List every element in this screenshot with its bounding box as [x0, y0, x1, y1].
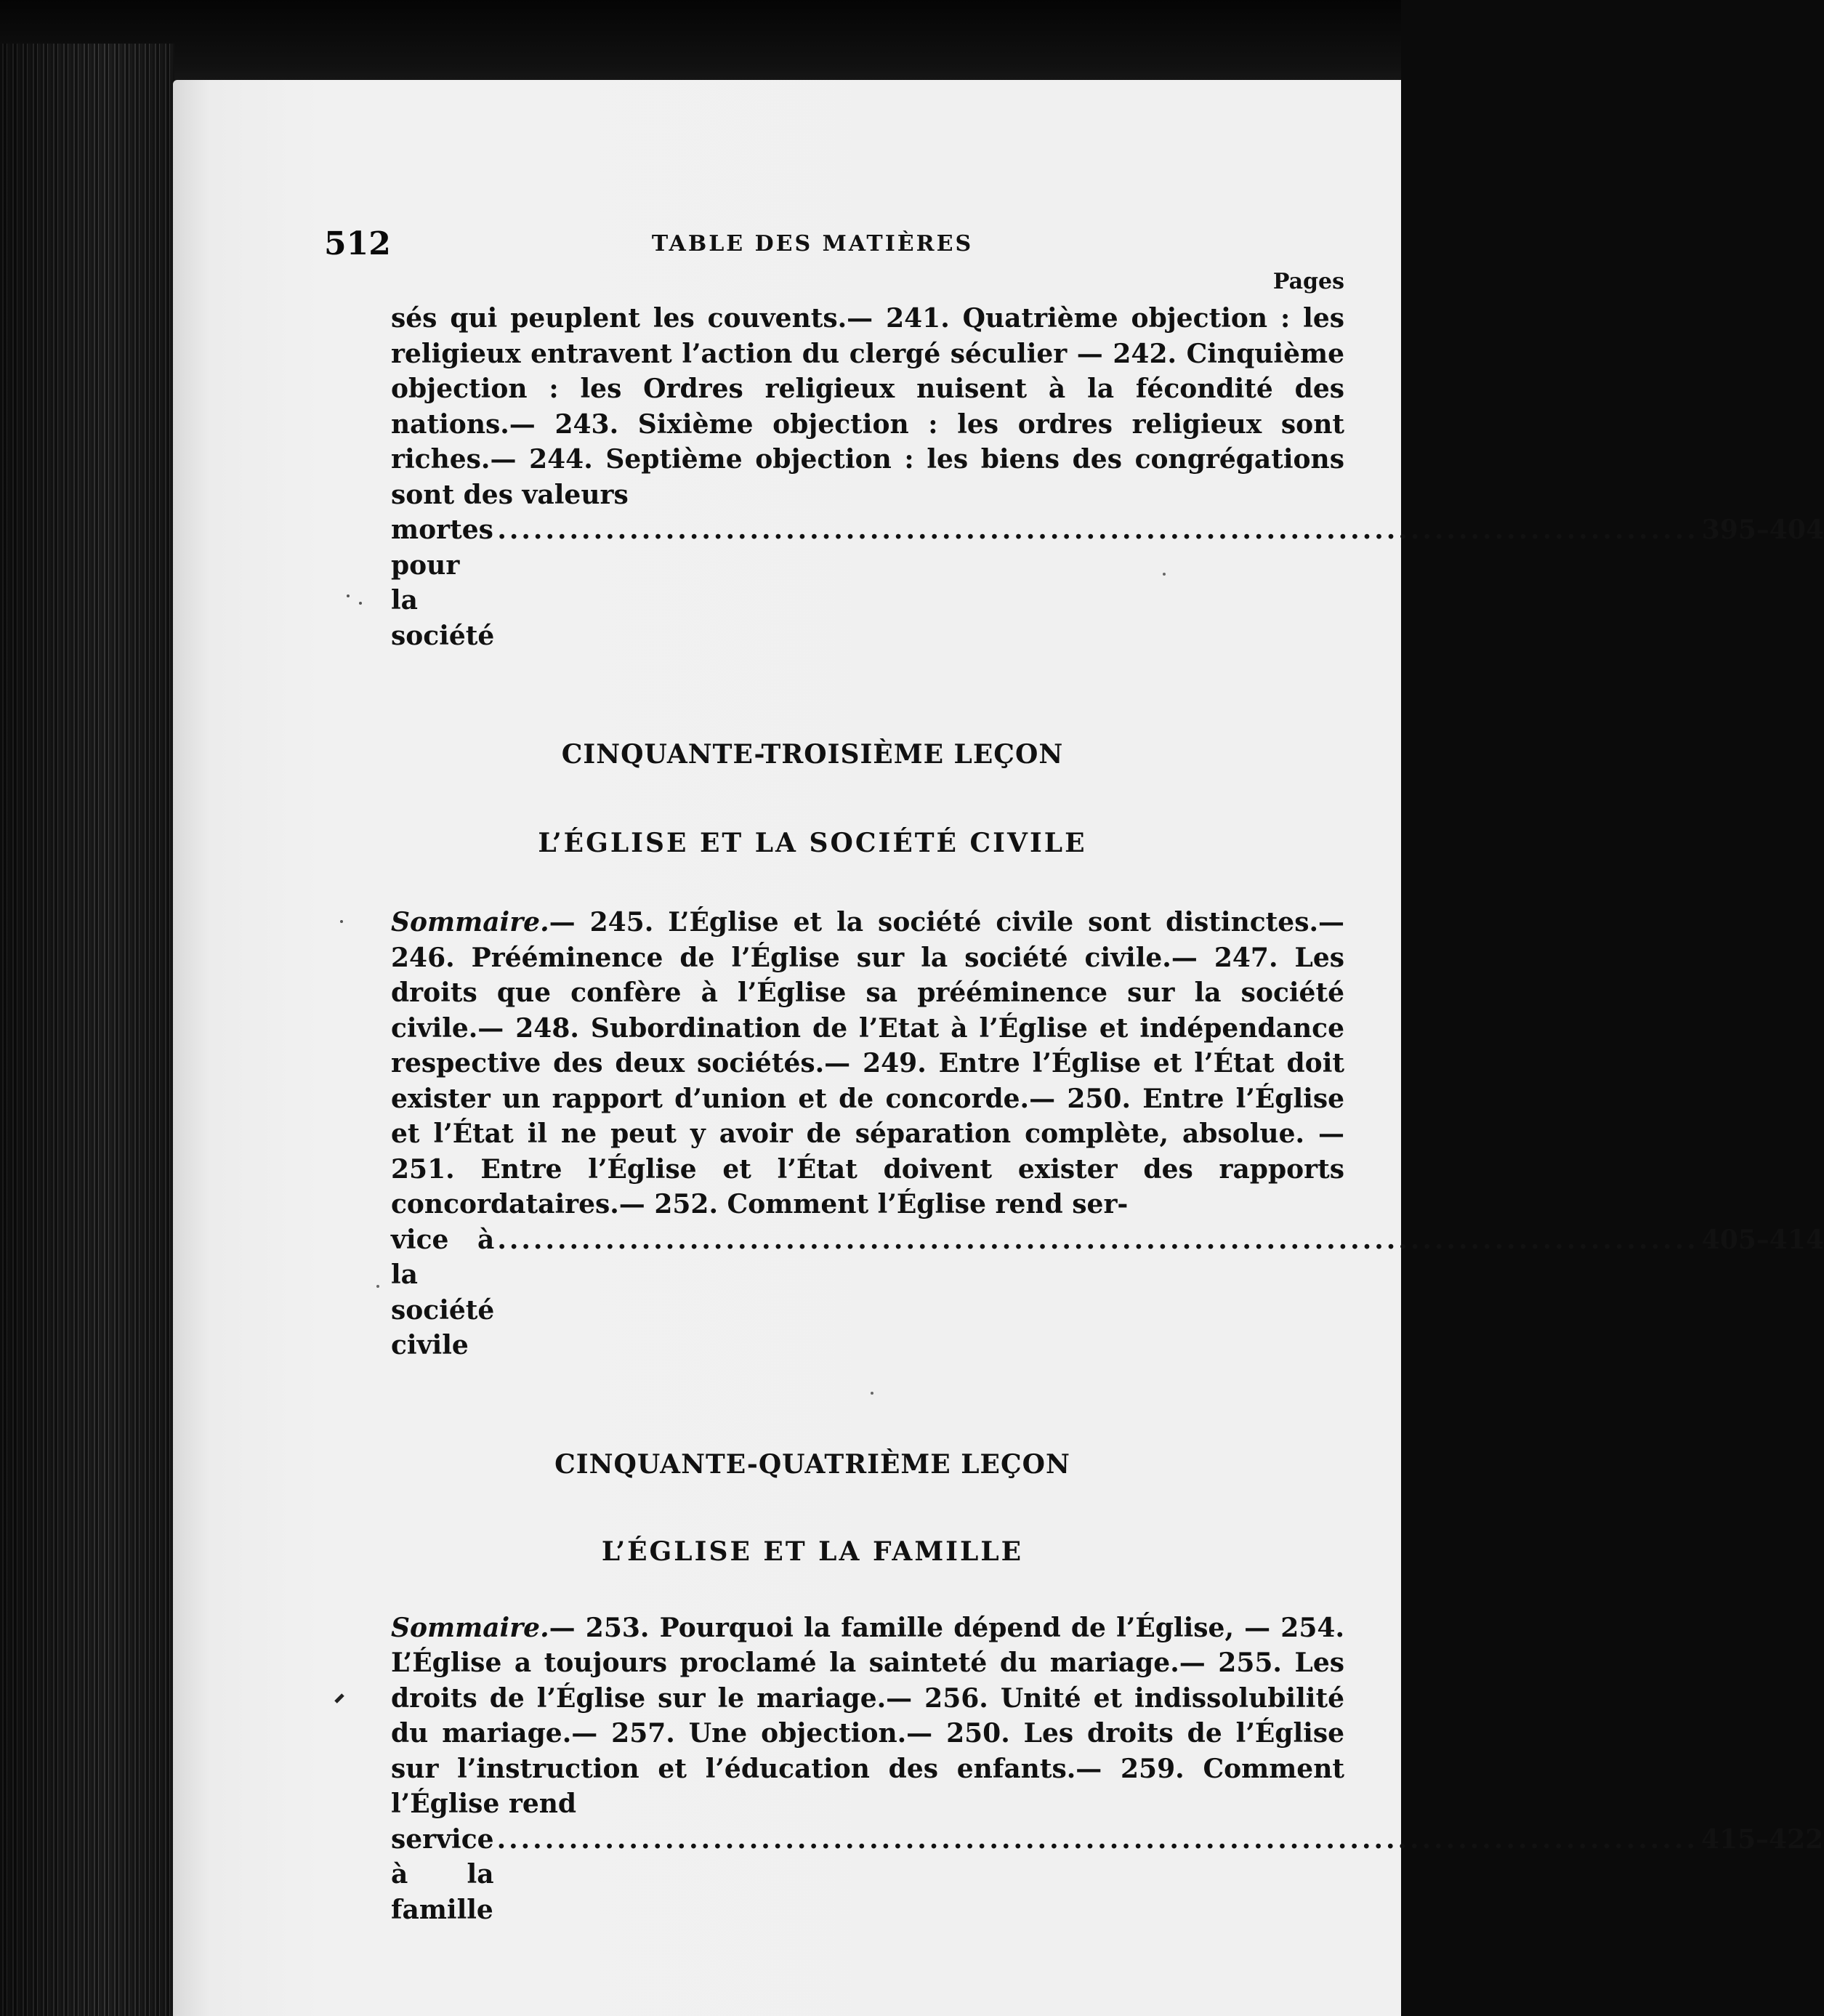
sommaire-label: Sommaire. — [391, 1612, 549, 1643]
page-content — [324, 225, 1824, 1927]
page-range: 395–404 — [1701, 515, 1824, 545]
sommaire-label: Sommaire. — [391, 907, 549, 938]
page-number: 512 — [324, 225, 391, 262]
entry-text: sés qui peuplent les couvents.— 241. Quatrième objection : les religieux entravent l’action du clergé séculier — 242. Cinquième objection : les Ordres religieux nuisent à la fécondité des nations.— 243. Sixième objection : les ordres religieux sont riches.— 244. Septième objection : les biens des congrégations sont des valeurs — [391, 303, 1344, 510]
running-title: TABLE DES MATIÈRES — [651, 231, 974, 257]
page-header — [324, 225, 1234, 276]
entry-last-line — [391, 1822, 1824, 1928]
book-page — [173, 80, 1824, 2016]
entry-last-line-text: mortes pour la société — [391, 515, 495, 651]
dot-leader: .................................................................................................... — [497, 515, 1699, 545]
toc-entry-lesson-53 — [391, 905, 1824, 1363]
pages-column-label: Pages — [1272, 269, 1344, 294]
lesson-title: CINQUANTE-TROISIÈME LEÇON — [561, 739, 1064, 770]
book-edge-shadow — [0, 44, 174, 2016]
entry-text: — 253. Pourquoi la famille dépend de l’Église, — 254. L’Église a toujours proclamé la sainteté du mariage.— 255. Les droits de l’Église sur le mariage.— 256. Unité et indissolubilité du mariage.— 257. Une objection.— 250. Les droits de l’Église sur l’instruction et l’éducation des enfants.— 259. Comment l’Église rend — [391, 1612, 1344, 1819]
entry-last-line — [391, 512, 1824, 653]
toc-entry-lesson-54 — [391, 1610, 1824, 1928]
dot-leader: .................................................................................................... — [497, 1224, 1699, 1255]
page-range: 405–414 — [1701, 1224, 1824, 1255]
toc-entry-continued — [391, 301, 1824, 653]
entry-last-line — [391, 1222, 1824, 1363]
page-range: 415–422 — [1700, 1823, 1824, 1855]
lesson-title: CINQUANTE-QUATRIÈME LEÇON — [554, 1448, 1070, 1480]
dot-leader: .................................................................................................... — [496, 1823, 1698, 1855]
lesson-subtitle: L’ÉGLISE ET LA FAMILLE — [601, 1536, 1024, 1567]
entry-last-line-text: service à la famille — [391, 1823, 494, 1925]
entry-text: — 245. L’Église et la société civile sont distinctes.— 246. Prééminence de l’Église sur la société civile.— 247. Les droits que confère à l’Église sa prééminence sur la société civile.— 248. Subordination de l’Etat à l’Église et indépendance respective des deux sociétés.— 249. Entre l’Église et l’État doit exister un rapport d’union et de concorde.— 250. Entre l’Église et l’État il ne peut y avoir de séparation complète, absolue. — 251. Entre l’Église et l’État doivent exister des rapports concordataires.— 252. Comment l’Église rend ser- — [391, 907, 1344, 1219]
entry-last-line-text: vice à la société civile — [391, 1224, 495, 1360]
lesson-subtitle: L’ÉGLISE ET LA SOCIÉTÉ CIVILE — [538, 828, 1087, 858]
